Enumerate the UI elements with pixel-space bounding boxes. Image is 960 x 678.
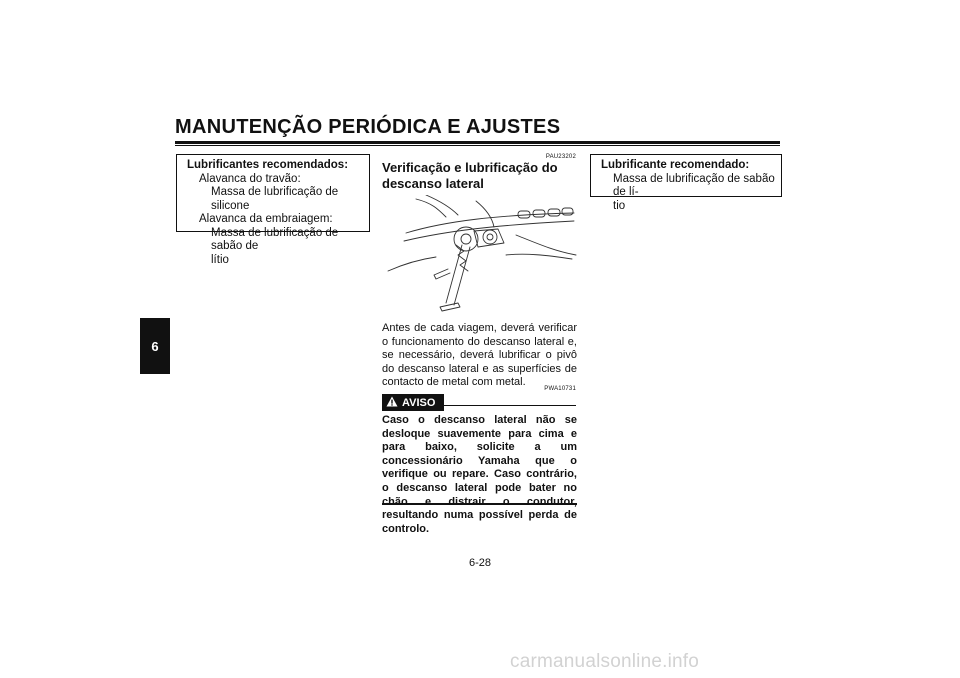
warning-label-text: AVISO <box>402 396 436 409</box>
warning-label <box>382 394 444 411</box>
lubricant-heading: Lubrificante recomendado: <box>601 159 750 171</box>
page-title: MANUTENÇÃO PERIÓDICA E AJUSTES <box>175 116 561 138</box>
lubricants-heading: Lubrificantes recomendados: <box>187 159 349 171</box>
clutch-lever-label: Alavanca da embraiagem: <box>199 213 333 225</box>
watermark-text: carmanualsonline.info <box>510 651 700 672</box>
clutch-lever-lubricant-cont: lítio <box>211 253 229 266</box>
section-title: Verificação e lubrificação do descanso lateral <box>382 160 558 191</box>
warning-text: Caso o descanso lateral não se desloque suavemente para cima e para baixo, solicite a um concessionário Yamaha que o verifique ou repare. Caso contrário, o descanso lateral pode bater no chão e distrair o condutor, resultando numa possível perda de controlo. <box>382 414 577 535</box>
section-body-text: Antes de cada viagem, deverá verificar o funcionamento do descanso lateral e, se necessário, deverá lubrificar o pivô do descanso lateral e as superfícies de contacto de metal com metal. <box>382 322 577 388</box>
sidestand-illustration <box>386 195 578 315</box>
lubricants-box-left <box>176 154 370 266</box>
warning-bottom-rule <box>382 503 577 505</box>
chapter-tab: 6 <box>140 318 170 374</box>
warning-rule <box>444 405 576 406</box>
sidestand-lubricant: Massa de lubrificação de sabão de lí- <box>613 172 775 198</box>
title-rule <box>175 141 780 146</box>
warning-code: PWA10731 <box>544 386 576 392</box>
page-number: 6-28 <box>468 557 492 569</box>
warning-triangle-icon <box>386 396 398 410</box>
brake-lever-label: Alavanca do travão: <box>199 172 301 185</box>
clutch-lever-lubricant: Massa de lubrificação de sabão de <box>211 226 339 252</box>
section-code: PAU23202 <box>545 154 576 160</box>
sidestand-lubricant-cont: tio <box>613 199 626 212</box>
brake-lever-lubricant: Massa de lubrificação de silicone <box>211 186 339 212</box>
lubricants-box-right <box>590 154 782 212</box>
